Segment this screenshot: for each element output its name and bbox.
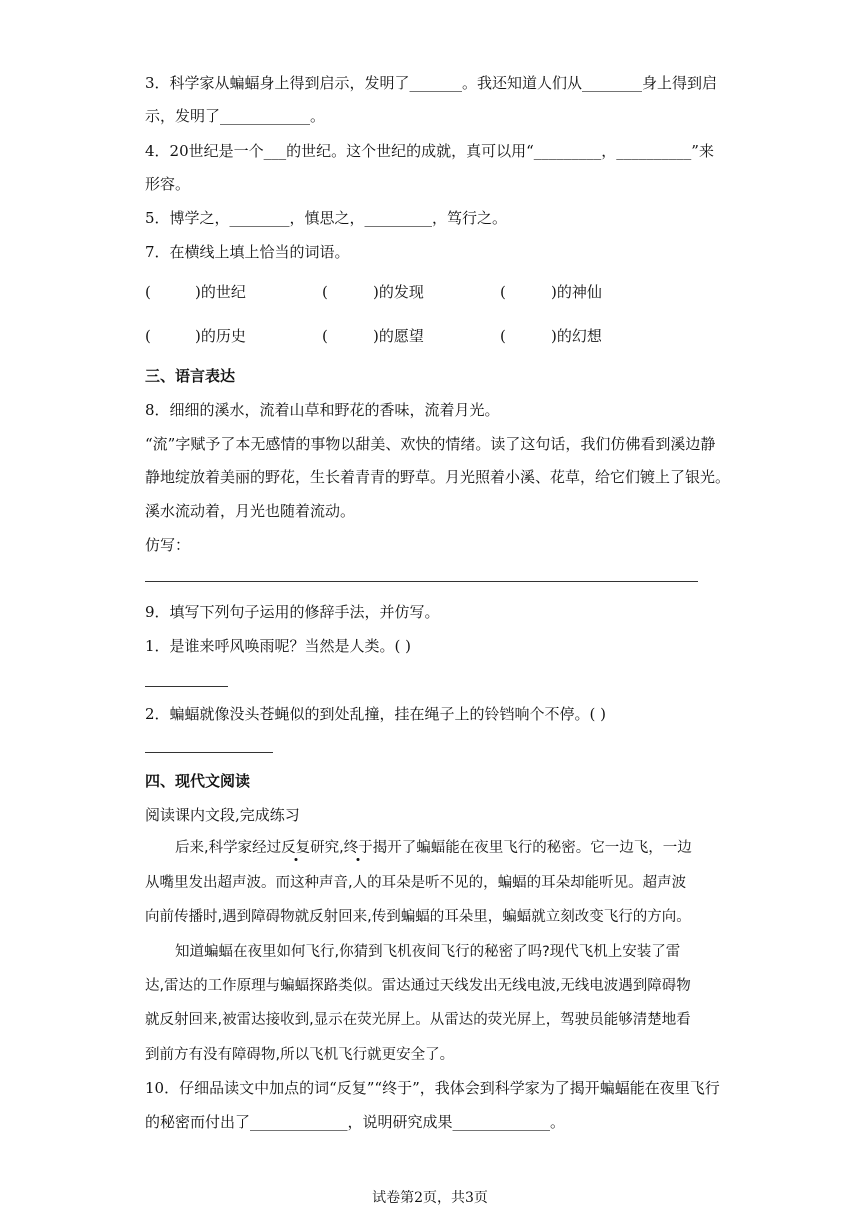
q9-1-text: 1．是谁来呼风唤雨呢？当然是人类。( ) bbox=[145, 637, 412, 655]
q8-line4: 溪水流动着，月光也随着流动。 bbox=[145, 502, 356, 520]
q7-item-label: )的发现 bbox=[373, 283, 424, 301]
q7-text: 7．在横线上填上恰当的词语。 bbox=[145, 243, 350, 261]
passage-p2-line1: 知道蝙蝠在夜里如何飞行,你猜到飞机夜间飞行的秘密了吗?现代飞机上安装了雷 bbox=[175, 944, 681, 960]
passage-p1-line3: 向前传播时,遇到障碍物就反射回来,传到蝙蝠的耳朵里，蝙蝠就立刻改变飞行的方向。 bbox=[145, 909, 691, 925]
q10-line1: 10．仔细品读文中加点的词“反复”“终于”，我体会到科学家为了揭开蝙蝠能在夜里飞行 bbox=[145, 1079, 720, 1097]
q8-line3: 静地绽放着美丽的野花，生长着青青的野草。月光照着小溪、花草，给它们镀上了银光。 bbox=[145, 468, 731, 486]
reading-instruction: 阅读课内文段,完成练习 bbox=[145, 806, 300, 824]
q10-line2: 的秘密而付出了_____________，说明研究成果_____________。 bbox=[145, 1113, 566, 1131]
q3-line2: 示，发明了____________。 bbox=[145, 107, 326, 125]
emphasized-word: 终于 bbox=[343, 840, 373, 856]
section4-heading: 四、现代文阅读 bbox=[145, 772, 251, 790]
q7-item-label: )的神仙 bbox=[551, 283, 602, 301]
q7-open-paren: ( bbox=[322, 327, 328, 345]
passage-p2-line2: 达,雷达的工作原理与蝙蝠探路类似。雷达通过天线发出无线电波,无线电波遇到障碍物 bbox=[145, 978, 691, 994]
q9-text: 9．填写下列句子运用的修辞手法，并仿写。 bbox=[145, 603, 440, 621]
passage-text: 揭开了蝙蝠能在夜里飞行的秘密。它一边飞，一边 bbox=[372, 840, 692, 856]
passage-p1-line1 bbox=[175, 838, 692, 858]
q9-2-text: 2．蝙蝠就像没头苍蝇似的到处乱撞，挂在绳子上的铃铛响个不停。( ) bbox=[145, 705, 607, 723]
q7-open-paren: ( bbox=[145, 283, 151, 301]
q8-line1: 8．细细的溪水，流着山草和野花的香味，流着月光。 bbox=[145, 401, 500, 419]
passage-text: 后来,科学家经过 bbox=[175, 840, 282, 856]
q4-line1: 4．20世纪是一个___的世纪。这个世纪的成就，真可以用“_________，__________”来 bbox=[145, 142, 714, 160]
q7-open-paren: ( bbox=[500, 327, 506, 345]
q8-prompt: 仿写： bbox=[145, 536, 191, 554]
q5-text: 5．博学之，________，慎思之，_________，笃行之。 bbox=[145, 209, 508, 227]
q7-open-paren: ( bbox=[322, 283, 328, 301]
passage-p2-line4: 到前方有没有障碍物,所以飞机飞行就更安全了。 bbox=[145, 1047, 455, 1063]
q4-line2: 形容。 bbox=[145, 175, 191, 193]
q8-answer-line[interactable] bbox=[145, 581, 698, 582]
q7-open-paren: ( bbox=[145, 327, 151, 345]
q7-item-label: )的世纪 bbox=[195, 283, 246, 301]
page-footer: 试卷第2页，共3页 bbox=[372, 1190, 488, 1206]
q7-item-label: )的愿望 bbox=[373, 327, 424, 345]
passage-p2-line3: 就反射回来,被雷达接收到,显示在荧光屏上。从雷达的荧光屏上，驾驶员能够清楚地看 bbox=[145, 1012, 691, 1028]
q7-item-label: )的历史 bbox=[195, 327, 246, 345]
emphasized-word: 反复 bbox=[281, 840, 311, 856]
q9-2-answer-line[interactable] bbox=[145, 752, 273, 753]
q3-line1: 3．科学家从蝙蝠身上得到启示，发明了_______。我还知道人们从________身上得到启 bbox=[145, 74, 718, 92]
q7-item-label: )的幻想 bbox=[551, 327, 602, 345]
section3-heading: 三、语言表达 bbox=[145, 367, 236, 385]
q9-1-answer-line[interactable] bbox=[145, 686, 228, 687]
q7-open-paren: ( bbox=[500, 283, 506, 301]
q8-line2: “流”字赋予了本无感情的事物以甜美、欢快的情绪。读了这句话，我们仿佛看到溪边静 bbox=[145, 435, 716, 453]
passage-text: 研究, bbox=[310, 840, 344, 856]
passage-p1-line2: 从嘴里发出超声波。而这种声音,人的耳朵是听不见的，蝙蝠的耳朵却能听见。超声波 bbox=[145, 875, 687, 891]
